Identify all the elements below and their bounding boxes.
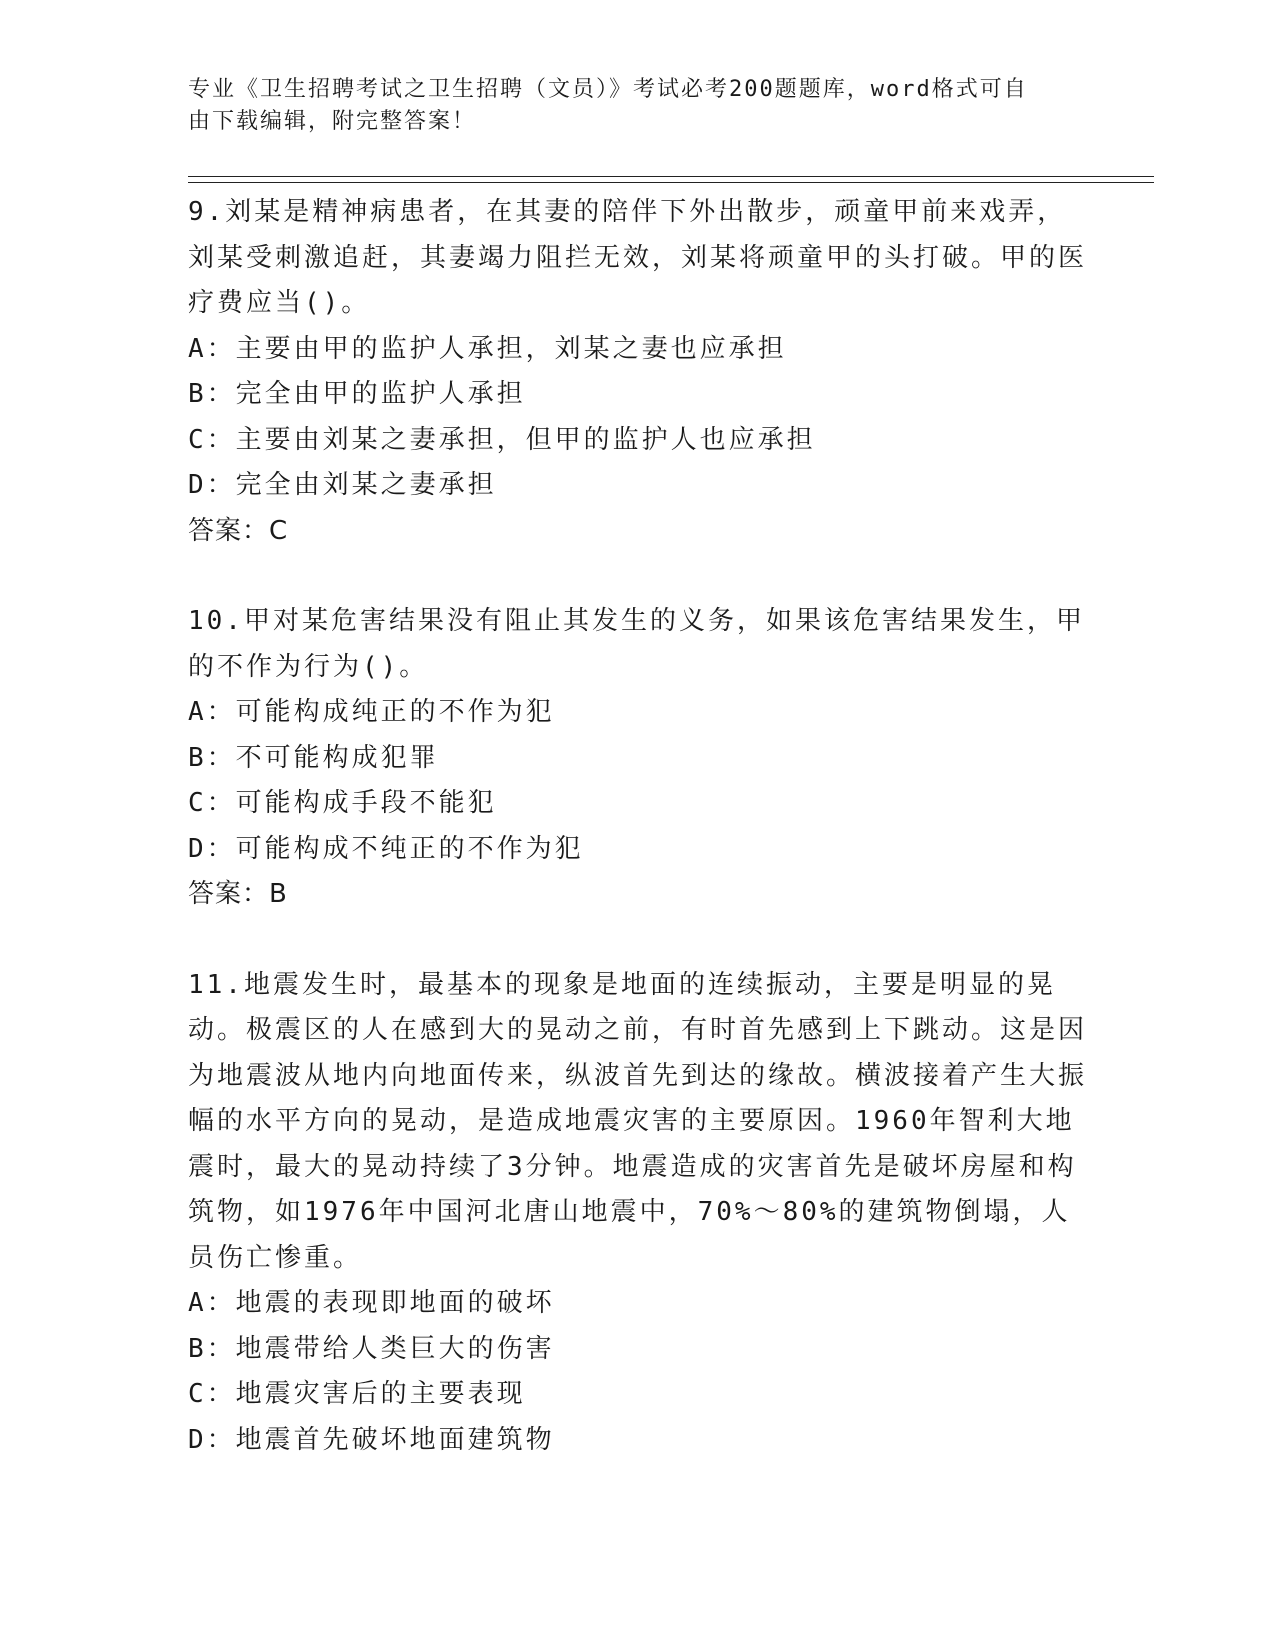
header-line-1: 专业《卫生招聘考试之卫生招聘（文员）》考试必考200题题库，word格式可自 <box>188 77 1028 102</box>
option-c: C：主要由刘某之妻承担，但甲的监护人也应承担 <box>188 424 816 455</box>
option-a: A：可能构成纯正的不作为犯 <box>188 697 555 727</box>
question-9 <box>188 190 1088 554</box>
option-b: B：完全由甲的监护人承担 <box>188 379 526 409</box>
question-spacer <box>188 918 1088 963</box>
option-d: D：地震首先破坏地面建筑物 <box>188 1424 555 1455</box>
question-10 <box>188 599 1088 918</box>
answer-label: 答案：B <box>188 879 288 909</box>
question-list <box>188 190 1088 1463</box>
document-header <box>188 74 1088 138</box>
answer-label: 答案：C <box>188 515 289 546</box>
option-d: D：完全由刘某之妻承担 <box>188 470 497 500</box>
question-stem: 9.刘某是精神病患者，在其妻的陪伴下外出散步，顽童甲前来戏弄，刘某受刺激追赶，其妻竭力阻拦无效，刘某将顽童甲的头打破。甲的医疗费应当()。 <box>188 197 1088 318</box>
header-line-2: 由下载编辑，附完整答案！ <box>188 109 477 134</box>
option-b: B：不可能构成犯罪 <box>188 742 439 773</box>
question-spacer <box>188 554 1088 599</box>
question-11 <box>188 963 1088 1464</box>
header-divider-top <box>188 176 1154 177</box>
question-stem: 11.地震发生时，最基本的现象是地面的连续振动，主要是明显的晃动。极震区的人在感到大的晃动之前，有时首先感到上下跳动。这是因为地震波从地内向地面传来，纵波首先到达的缘故。横波接着产生大振幅的水平方向的晃动，是造成地震灾害的主要原因。1960年智利大地震时，最大的晃动持续了3分钟。地震造成的灾害首先是破坏房屋和构筑物，如1976年中国河北唐山地震中，70%～80%的建筑物倒塌，人员伤亡惨重。 <box>188 969 1088 1273</box>
option-c: C：可能构成手段不能犯 <box>188 788 497 818</box>
option-b: B：地震带给人类巨大的伤害 <box>188 1333 555 1364</box>
option-a: A：地震的表现即地面的破坏 <box>188 1288 555 1318</box>
option-a: A：主要由甲的监护人承担，刘某之妻也应承担 <box>188 333 787 364</box>
option-d: D：可能构成不纯正的不作为犯 <box>188 833 584 864</box>
header-divider-bottom <box>188 182 1154 183</box>
question-stem: 10.甲对某危害结果没有阻止其发生的义务，如果该危害结果发生，甲的不作为行为()。 <box>188 606 1085 682</box>
option-c: C：地震灾害后的主要表现 <box>188 1379 526 1409</box>
